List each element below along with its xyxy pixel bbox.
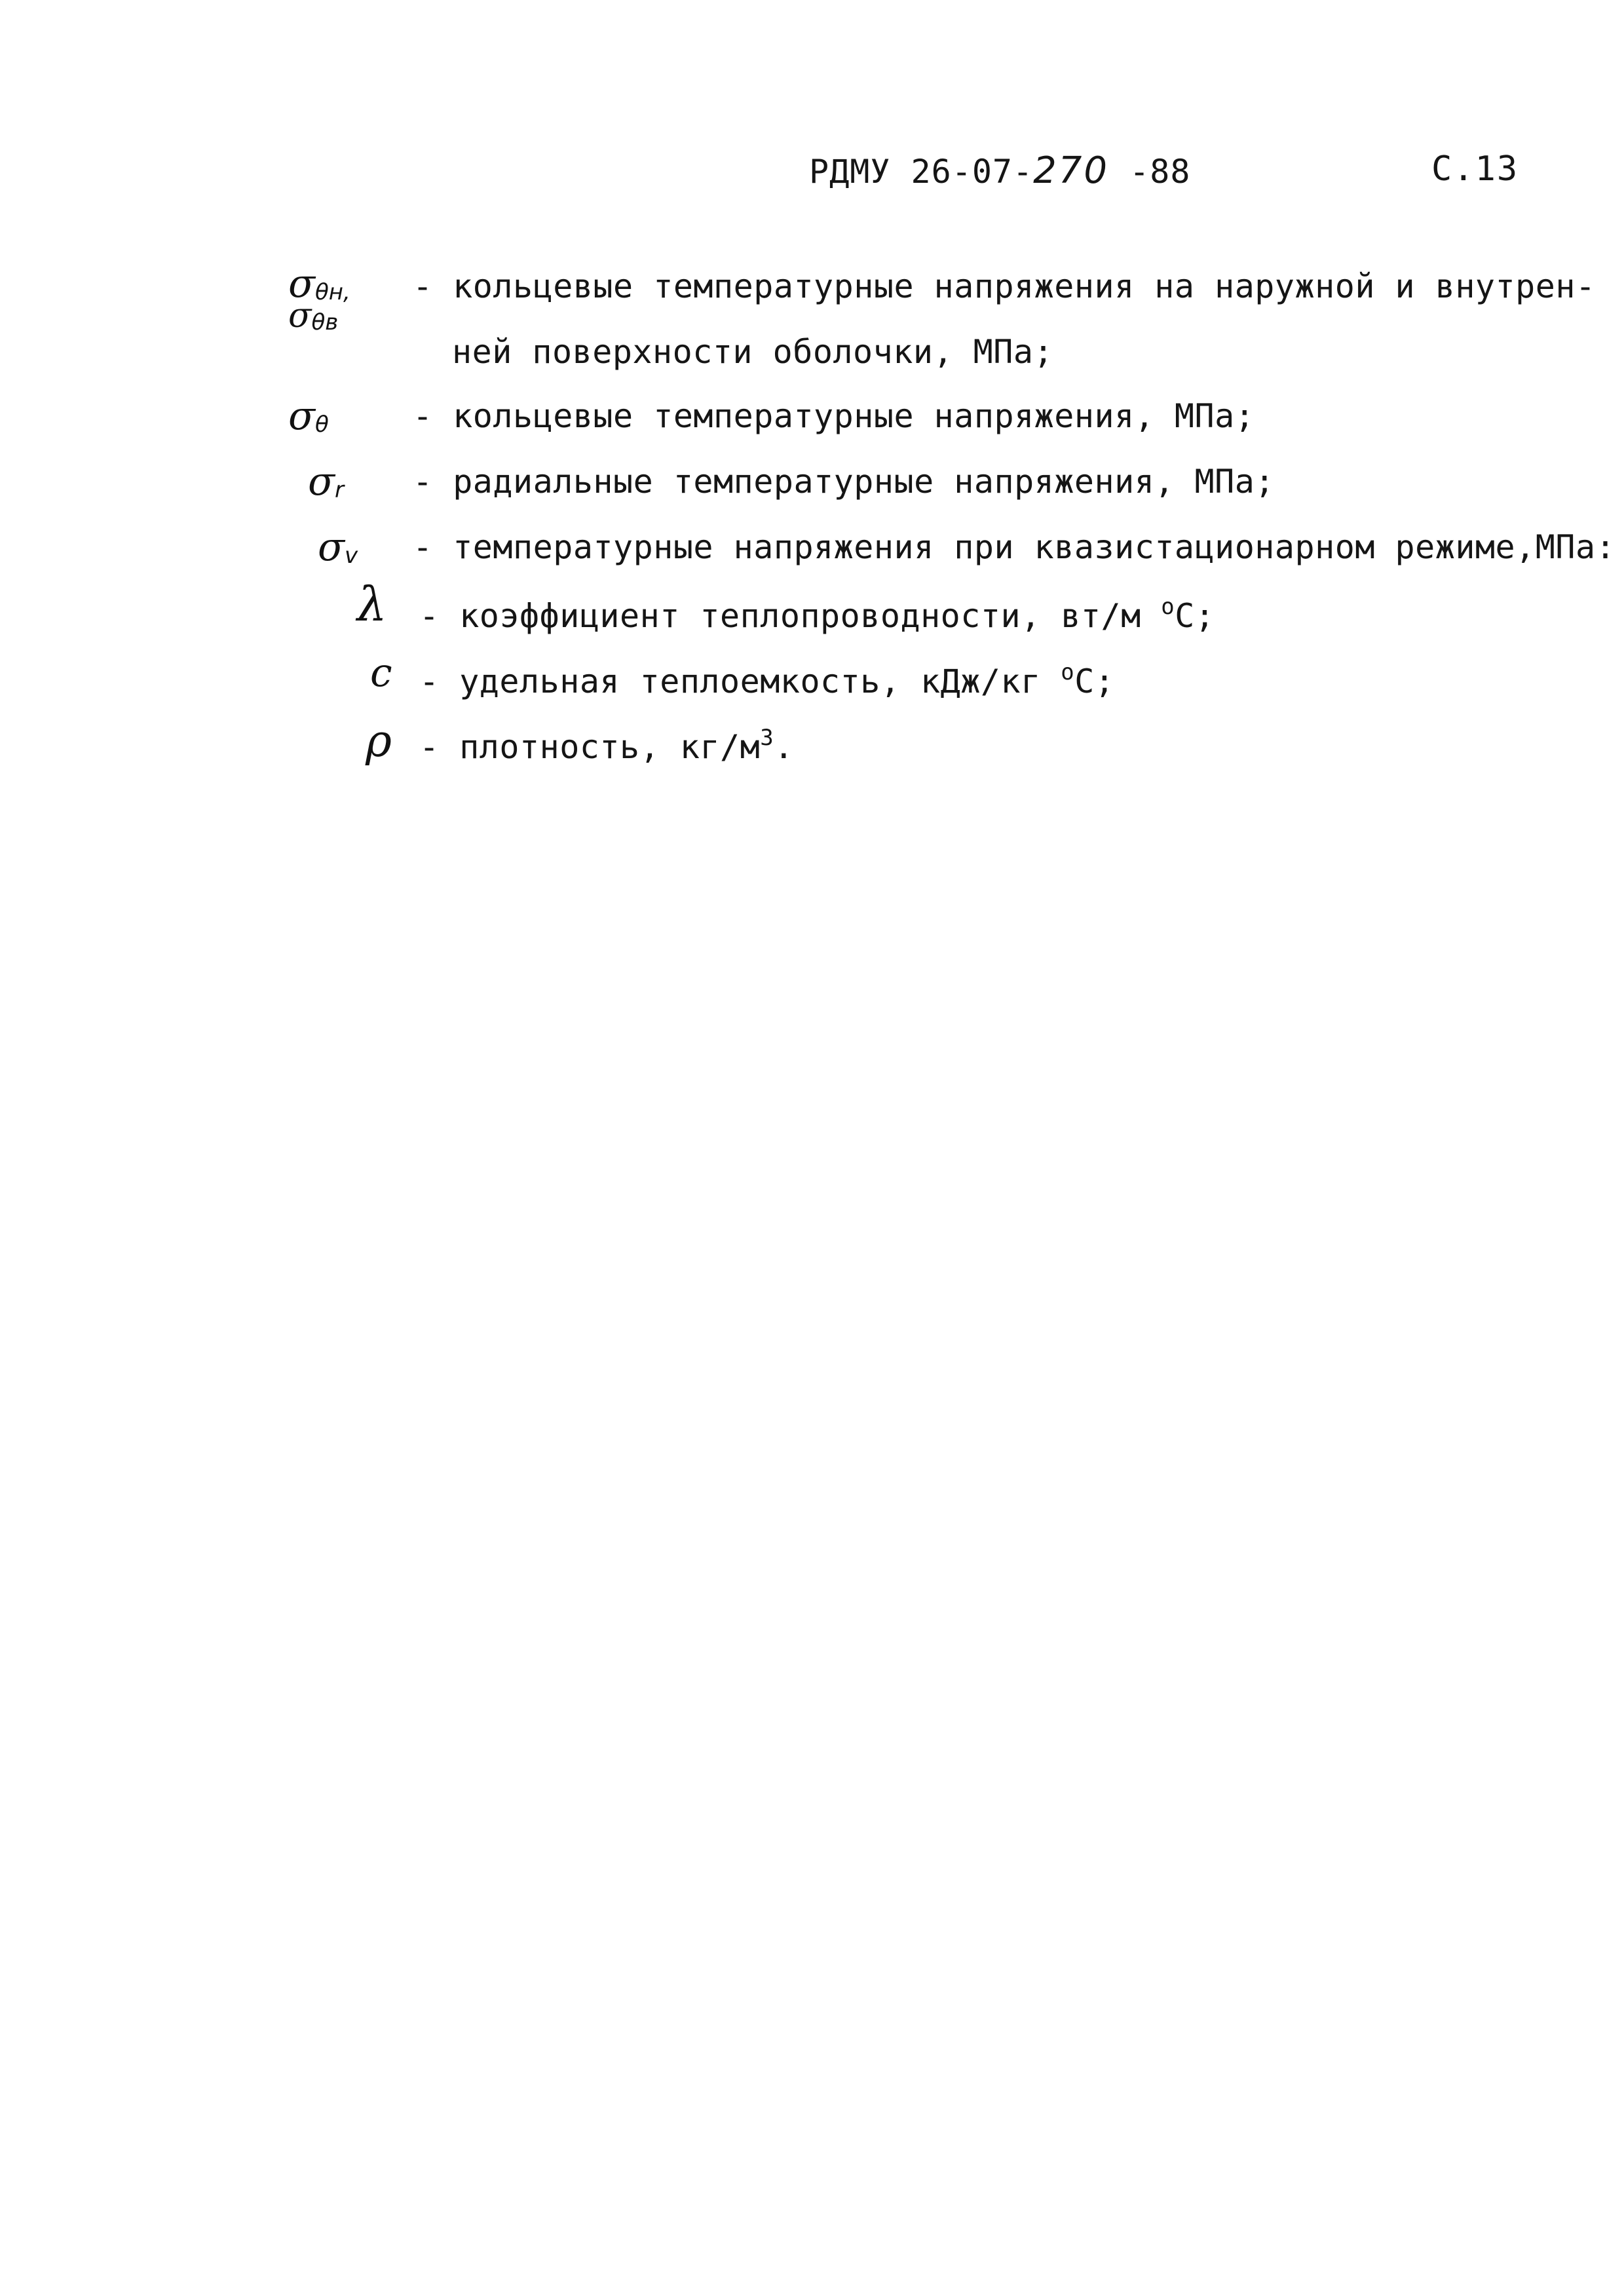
document-code-prefix: РДМУ 26-07-	[809, 153, 1034, 191]
definition-hoop-stress: - кольцевые температурные напряжения, МПа;	[413, 397, 1255, 435]
symbol-sigma-v: $\sigma_v$	[318, 524, 358, 570]
symbol-sigma-theta-v: $\sigma_{\theta в}$	[288, 296, 339, 335]
symbol-lambda: λ	[357, 577, 387, 632]
definition-hoop-stress-surfaces: - кольцевые температурные напряжения на наружной и внутрен-	[413, 267, 1596, 305]
document-code	[809, 149, 1190, 192]
definition-radial-stress: - радиальные температурные напряжения, МПа;	[413, 463, 1275, 501]
symbol-sigma-r: $\sigma_r$	[308, 459, 344, 505]
symbol-rho: ρ	[366, 716, 392, 767]
definition-specific-heat: - удельная теплоемкость, кДж/кг $^о$С;	[419, 659, 1115, 700]
document-code-number: 270	[1033, 149, 1110, 192]
definition-quasistationary-stress: - температурные напряжения при квазистационарном режиме,МПа:	[413, 528, 1616, 566]
definition-hoop-stress-surfaces-cont: ней поверхности оболочки, МПа;	[452, 333, 1054, 371]
symbol-c: c	[370, 650, 392, 696]
document-code-suffix: -88	[1109, 153, 1191, 191]
symbol-sigma-theta-n: $\sigma_{\theta н,}$	[288, 261, 350, 307]
definition-density: - плотность, $кг/м^3$.	[419, 725, 794, 766]
symbol-sigma-theta: $\sigma_\theta$	[288, 393, 329, 439]
page-number: С.13	[1431, 149, 1519, 189]
definition-thermal-conductivity: - коэффициент теплопроводности, вт/м $^о$С;	[419, 594, 1215, 635]
